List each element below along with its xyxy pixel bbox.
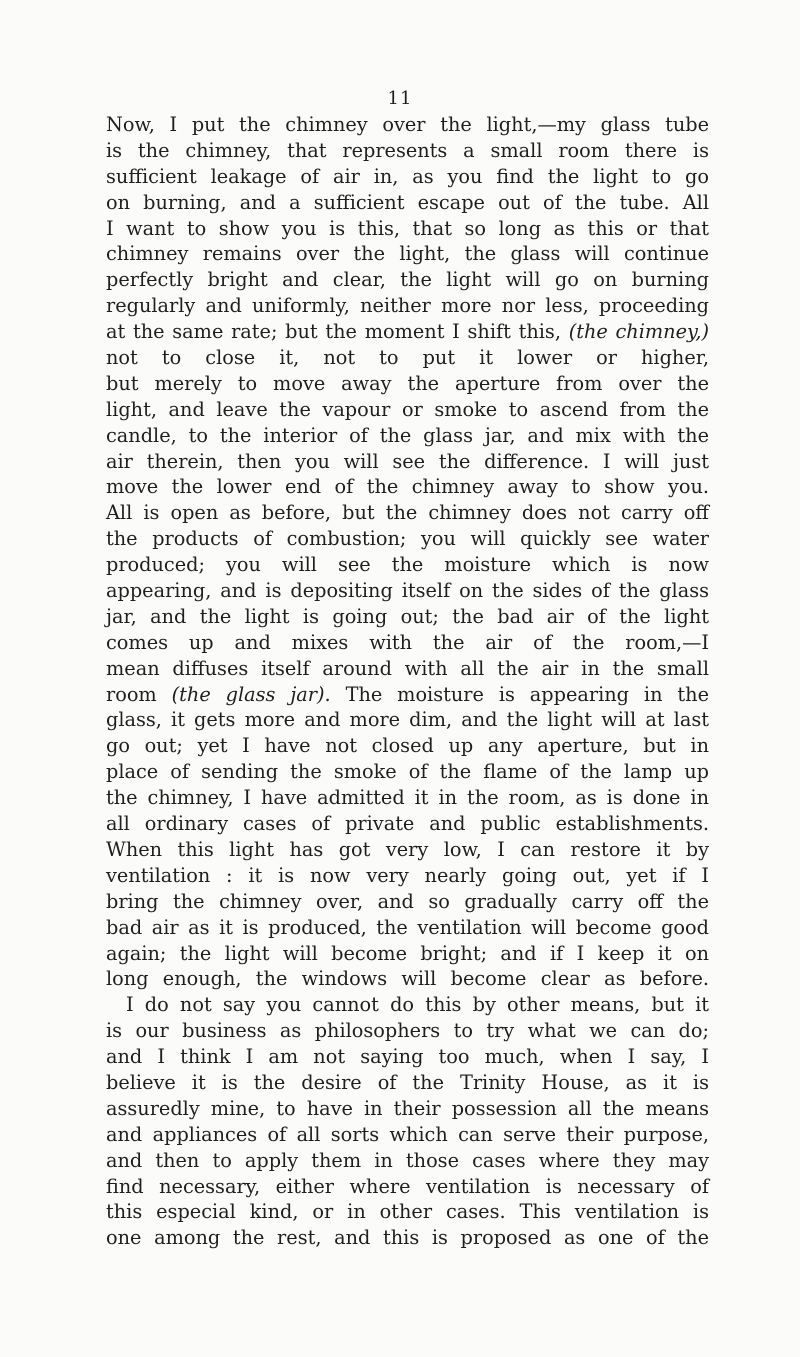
text-line: mean diffuses itself around with all the air in the small xyxy=(106,656,709,680)
text-line: assuredly mine, to have in their possession all the means xyxy=(106,1096,709,1120)
text-line: one among the rest, and this is proposed as one of the xyxy=(106,1226,709,1250)
text-line: Now, I put the chimney over the light,—my glass tube xyxy=(106,113,709,136)
text-segment: at the same rate; but the moment I shift this, xyxy=(106,320,561,344)
text-line: but merely to move away the aperture from over the xyxy=(106,371,709,395)
text-line: again; the light will become bright; and if I keep it on xyxy=(106,941,709,965)
text-line: find necessary, either where ventilation is necessary of xyxy=(106,1174,709,1198)
text-line: jar, and the light is going out; the bad air of the light xyxy=(106,604,709,628)
text-line: ventilation : it is now very nearly going out, yet if I xyxy=(106,863,709,887)
text-line: comes up and mixes with the air of the room,—I xyxy=(106,630,709,654)
text-line: this especial kind, or in other cases. This ventilation is xyxy=(106,1200,709,1224)
text-line: go out; yet I have not closed up any aperture, but in xyxy=(106,734,709,758)
text-line: When this light has got very low, I can restore it by xyxy=(106,837,709,861)
text-line: and I think I am not saying too much, when I say, I xyxy=(106,1045,709,1069)
text-line: the chimney, I have admitted it in the room, as is done in xyxy=(106,786,709,810)
text-line: the products of combustion; you will quickly see water xyxy=(106,527,709,551)
text-line: regularly and uniformly, neither more nor less, proceeding xyxy=(106,294,709,318)
text-line: believe it is the desire of the Trinity House, as it is xyxy=(106,1070,709,1094)
text-line: appearing, and is depositing itself on the sides of the glass xyxy=(106,579,709,603)
page-number: 11 xyxy=(387,88,413,109)
text-line: light, and leave the vapour or smoke to ascend from the xyxy=(106,397,709,421)
paragraph-start-line: I do not say you cannot do this by other means, but it xyxy=(126,993,709,1017)
text-line: air therein, then you will see the difference. I will just xyxy=(106,449,709,473)
text-line: sufficient leakage of air in, as you find the light to go xyxy=(106,164,709,188)
text-line: is the chimney, that represents a small room there is xyxy=(106,138,709,162)
text-line: produced; you will see the moisture which is now xyxy=(106,553,709,577)
text-line: I want to show you is this, that so long as this or that xyxy=(106,216,709,240)
text-line: glass, it gets more and more dim, and the light will at last xyxy=(106,708,709,732)
text-line: and then to apply them in those cases where they may xyxy=(106,1148,709,1172)
text-line: all ordinary cases of private and public establishments. xyxy=(106,812,709,836)
text-line xyxy=(106,319,709,345)
text-line: perfectly bright and clear, the light will go on burning xyxy=(106,268,709,292)
text-line: bring the chimney over, and so gradually carry off the xyxy=(106,889,709,913)
text-line: place of sending the smoke of the flame of the lamp up xyxy=(106,760,709,784)
text-segment: room xyxy=(106,682,157,706)
text-line: chimney remains over the light, the glass will continue xyxy=(106,242,709,266)
text-line: and appliances of all sorts which can serve their purpose, xyxy=(106,1122,709,1146)
text-segment: The moisture is appearing in the xyxy=(345,682,709,706)
text-line: move the lower end of the chimney away to show you. xyxy=(106,475,709,499)
text-line: not to close it, not to put it lower or higher, xyxy=(106,346,709,370)
text-line: candle, to the interior of the glass jar, and mix with the xyxy=(106,423,709,447)
text-line: bad air as it is produced, the ventilation will become good xyxy=(106,915,709,939)
text-line: is our business as philosophers to try what we can do; xyxy=(106,1019,709,1043)
text-line: on burning, and a sufficient escape out of the tube. All xyxy=(106,190,709,214)
text-line: All is open as before, but the chimney does not carry off xyxy=(106,501,709,525)
body-text xyxy=(106,112,709,1251)
text-line xyxy=(106,682,709,708)
italic-text: (the chimney,) xyxy=(568,320,709,344)
text-line: long enough, the windows will become clear as before. xyxy=(106,967,709,991)
italic-text: (the glass jar). xyxy=(171,682,331,706)
